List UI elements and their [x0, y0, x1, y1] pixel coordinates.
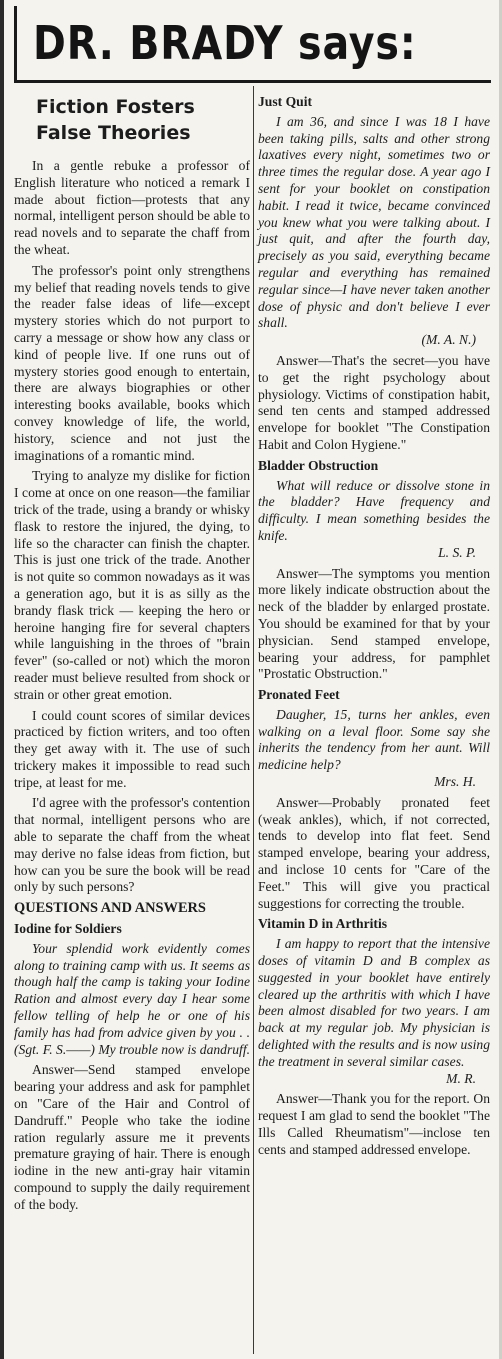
- qa-item-title: Vitamin D in Arthritis: [258, 916, 388, 932]
- article-paragraph: I could count scores of similar devices practiced by fiction writers, and too often they get away with it. The use of such trickery makes it impossible to read such tripe, at least for me.: [14, 707, 250, 790]
- qa-question: Your splendid work evidently comes along to training camp with us. It seems as though half the camp is taking your Iodine Ration and almost every day I hear some fellow telling of help he or one of his family has had from advice given by you . . (Sgt. F. S.——) My trouble now is dandruff.: [14, 940, 251, 1057]
- right-column: [258, 90, 490, 1163]
- qa-signature: M. R.: [446, 1070, 476, 1086]
- qa-signature: L. S. P.: [438, 544, 476, 560]
- left-column: [14, 90, 250, 1218]
- qa-item-title: Just Quit: [258, 94, 313, 109]
- qa-answer: Answer—Thank you for the report. On request I am glad to send the booklet "The Ills Called Rheumatism"—inclose ten cents and stamped addressed envelope.: [258, 1091, 490, 1157]
- qa-item-title: Bladder Obstruction: [258, 457, 379, 473]
- qa-question-text: What will reduce or dissolve stone in the bladder? Have frequency and difficulty. I mean something besides the knife.: [258, 477, 490, 543]
- headline-line-1: Fiction Fosters: [36, 96, 195, 118]
- qa-item-title: Iodine for Soldiers: [14, 921, 122, 937]
- qa-answer: Answer—The symptoms you mention more likely indicate obstruction about the neck of the bladder by enlarged prostate. You should be examined for that by your physician. Send stamped envelope, bearing your address, for pamphlet "Prostatic Obstruction.": [258, 565, 490, 682]
- article-paragraph: Trying to analyze my dislike for fiction I come at once on one reason—the familiar trick of the trade, using a brandy or whisky flask to restore the injured, the dying, to life so the character can finish the chapter. This is just one trick of the trade. Another is not quite so common nowadays as it was a generation ago, but it is as silly as the brandy flask trick — keeping the hero or heroine hanging fire for several chapters while languishing in the throes of "brain fever" (so-called or not) which the moron reader must believe resulted from shock or strain or other great emotion.: [14, 468, 250, 702]
- qa-question: [258, 707, 490, 791]
- qa-answer: Answer—Send stamped envelope bearing your address and ask for pamphlet on "Care of the Hair and Control of Dandruff." People who take the iodine ration regularly assure me it prevents premature graying of hair. There is enough iodine in the new anti-gray hair vitamin compound to supply the daily requirement of the body.: [14, 1062, 250, 1212]
- masthead: [14, 6, 491, 83]
- qa-answer: Answer—That's the secret—you have to get the right psychology about physiology. Victims of constipation habit, send ten cents and stamped addressed envelope for booklet "The Constipation Habit and Colon Hygiene.": [258, 352, 490, 452]
- page-edge-left: [0, 0, 4, 1359]
- qa-question-text: Daugher, 15, turns her ankles, even walking on a leval floor. Some say she inherits the tendency from her aunt. Will medicine help?: [258, 706, 490, 773]
- qa-signature: (M. A. N.): [421, 332, 476, 348]
- qa-question-text: I am 36, and since I was 18 I have been taking pills, salts and other strong laxatives every night, sometimes two or three times the regular dose. A year ago I sent for your booklet on constipation habit. I read it twice, became convinced you knew what you were talking about. I just quit, and after the fourth day, precisely as you said, everything became regular and everything has remained regular since—I have never taken another dose of physic and don't believe I ever shall.: [258, 113, 490, 331]
- headline-line-2: False Theories: [36, 122, 191, 144]
- article-headline: [36, 94, 250, 146]
- column-divider: [253, 86, 254, 1354]
- article-paragraph: I'd agree with the professor's contention that normal, intelligent persons who are able to separate the chaff from the wheat may derive no false ideas from fiction, but how can you be sure the book will be read only by such persons?: [14, 795, 250, 895]
- qa-signature: Mrs. H.: [434, 774, 476, 790]
- qa-question: [258, 936, 490, 1087]
- qa-answer: Answer—Probably pronated feet (weak ankles), which, if not corrected, tends to develop into flat feet. Send stamped envelope, bearing your address, and inclose 10 cents for "Care of the Feet." This will give you practical suggestions for correcting the trouble.: [258, 794, 490, 911]
- qa-heading: QUESTIONS AND ANSWERS: [14, 900, 206, 917]
- column-title: DR. BRADY says:: [33, 16, 417, 70]
- article-paragraph: The professor's point only strengthens my belief that reading novels tends to give the reader false ideas of life—except mystery stories which do not purport to carry a message or show how any class or kind of people live. If one runs out of mystery stories good enough to entertain, there are always biographies or other interesting books available, books which convey knowledge of life, the world, history, science and not just the imaginations of a romantic mind.: [14, 262, 250, 463]
- qa-question-text: I am happy to report that the intensive doses of vitamin D and B complex as suggested in your booklet have entirely cleared up the arthritis with which I have been almost disabled for two years. I am back at my regular job. My physician is delighted with the results and is now using the treatment in several similar cases.: [258, 936, 490, 1069]
- qa-item-title: Pronated Feet: [258, 687, 340, 703]
- qa-question: [258, 114, 490, 349]
- article-paragraph: In a gentle rebuke a professor of English literature who noticed a remark I made about fiction—protests that any normal, intelligent person should be able to read novels and to separate the chaff from the wheat.: [14, 158, 250, 257]
- qa-question: [258, 478, 490, 562]
